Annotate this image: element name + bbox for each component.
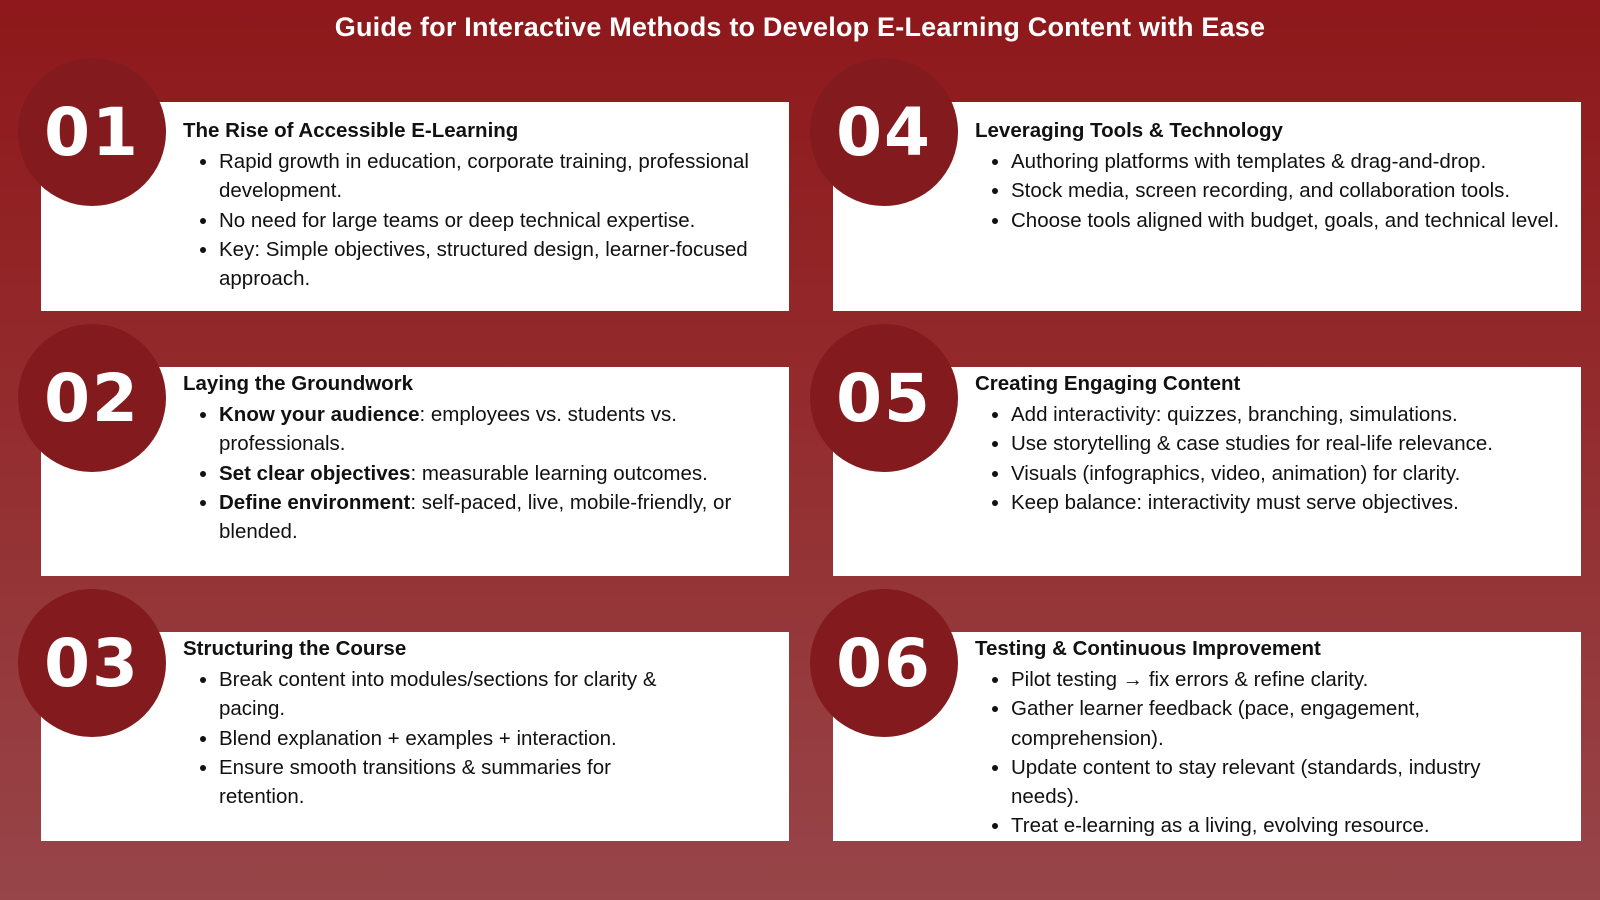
list-item (219, 488, 779, 547)
number-badge-06: 06 (810, 589, 958, 737)
list-item: • Use storytelling & case studies for real-life relevance. (1011, 429, 1591, 458)
list-item: • Key: Simple objectives, structured design, learner-focused approach. (219, 235, 779, 294)
bullet-emphasis: Define environment (219, 490, 411, 514)
list-item: • Gather learner feedback (pace, engagement, comprehension). (1011, 694, 1541, 753)
bullet-emphasis: Know your audience (219, 403, 420, 426)
page-title: Guide for Interactive Methods to Develop E-Learning Content with Ease (334, 12, 1266, 42)
list-item: • Break content into modules/sections for clarity & pacing. (219, 665, 679, 724)
number-badge-02: 02 (18, 324, 166, 472)
number-badge-05: 05 (810, 324, 958, 472)
section-heading: The Rise of Accessible E-Learning (183, 119, 519, 142)
list-item: • Authoring platforms with templates & drag-and-drop. (1011, 147, 1571, 176)
list-item: • Blend explanation + examples + interaction. (219, 724, 679, 753)
section-heading: Creating Engaging Content (975, 372, 1241, 395)
list-item: • Pilot testing → fix errors & refine clarity. (1011, 665, 1541, 694)
list-item: • Visuals (infographics, video, animation) for clarity. (1011, 459, 1591, 488)
bullet-text: : measurable learning outcomes. (410, 461, 708, 485)
bullet-emphasis: Set clear objectives (219, 461, 411, 485)
number-badge-01: 01 (18, 58, 166, 206)
list-item: • Ensure smooth transitions & summaries for retention. (219, 753, 679, 812)
bullet-list (183, 147, 779, 293)
bullet-list (183, 665, 679, 811)
section-heading: Testing & Continuous Improvement (975, 637, 1321, 660)
list-item: • No need for large teams or deep technical expertise. (219, 206, 779, 235)
bullet-list (975, 665, 1541, 841)
section-heading: Laying the Groundwork (183, 372, 414, 395)
list-item: • Choose tools aligned with budget, goals, and technical level. (1011, 206, 1571, 235)
list-item: • Keep balance: interactivity must serve objectives. (1011, 488, 1591, 517)
list-item (219, 400, 779, 459)
list-item: • Add interactivity: quizzes, branching, simulations. (1011, 400, 1591, 429)
list-item: • Update content to stay relevant (standards, industry needs). (1011, 753, 1541, 812)
list-item: • Stock media, screen recording, and collaboration tools. (1011, 176, 1571, 205)
list-item: • Rapid growth in education, corporate training, professional development. (219, 147, 779, 206)
bullet-list (975, 400, 1591, 517)
list-item (219, 459, 779, 488)
list-item: • Treat e-learning as a living, evolving resource. (1011, 811, 1541, 840)
bullet-list (183, 400, 779, 546)
bullet-text: : self-paced, live, mobile-friendly, or blended. (219, 490, 732, 544)
section-heading: Leveraging Tools & Technology (975, 119, 1283, 142)
number-badge-03: 03 (18, 589, 166, 737)
section-heading: Structuring the Course (183, 637, 407, 660)
number-badge-04: 04 (810, 58, 958, 206)
bullet-list (975, 147, 1571, 235)
bullet-text: : employees vs. students vs. professionals. (219, 403, 677, 456)
